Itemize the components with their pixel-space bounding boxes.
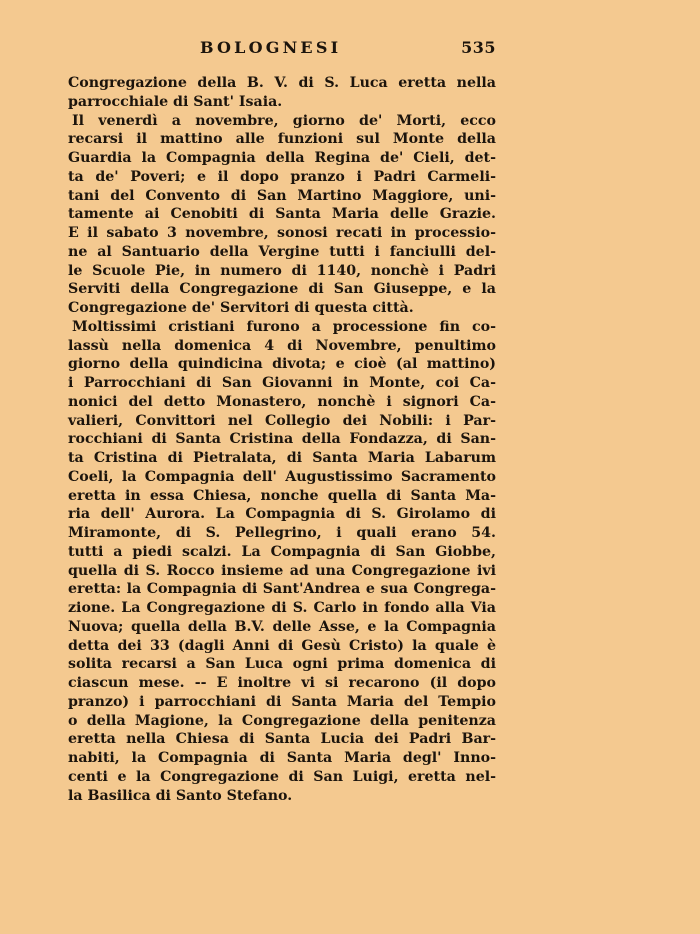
body-text <box>68 74 496 805</box>
text-line: solita recarsi a San Luca ogni prima domenica di <box>68 656 496 673</box>
text-line: o della Magione, la Congregazione della penitenza <box>68 712 496 729</box>
text-line: eretta: la Compagnia di Sant'Andrea e sua Congrega- <box>68 581 496 598</box>
text-line: parrocchiale di Sant' Isaia. <box>68 93 283 110</box>
text-line: E il sabato 3 novembre, sonosi recati in processio- <box>68 225 496 241</box>
text-line: recarsi il mattino alle funzioni sul Monte della <box>68 131 496 148</box>
text-line: nabiti, la Compagnia di Santa Maria degl' Inno- <box>68 750 496 766</box>
text-line: Nuova; quella della B.V. delle Asse, e la Compagnia <box>68 618 496 635</box>
text-line: le Scuole Pie, in numero di 1140, nonchè i Padri <box>68 262 496 279</box>
running-head <box>68 38 496 60</box>
text-line: Guardia la Compagnia della Regina de' Cieli, det- <box>68 150 496 166</box>
text-line: eretta nella Chiesa di Santa Lucia dei Padri Bar- <box>68 731 496 748</box>
text-line: giorno della quindicina divota; e cioè (al mattino) <box>68 356 496 373</box>
text-line: ria dell' Aurora. La Compagnia di S. Girolamo di <box>68 506 496 523</box>
text-line: ta Cristina di Pietralata, di Santa Maria Labarum <box>68 450 496 466</box>
text-line: rocchiani di Santa Cristina della Fondazza, di San- <box>68 431 496 448</box>
text-line: ta de' Poveri; e il dopo pranzo i Padri Carmeli- <box>68 168 496 185</box>
text-line: lassù nella domenica 4 di Novembre, penultimo <box>68 337 496 354</box>
text-line: ne al Santuario della Vergine tutti i fanciulli del- <box>68 243 496 260</box>
text-line: tani del Convento di San Martino Maggiore, uni- <box>68 187 496 204</box>
text-line: Congregazione de' Servitori di questa città. <box>68 300 414 316</box>
text-line: quella di S. Rocco insieme ad una Congregazione ivi <box>68 562 496 579</box>
text-line: la Basilica di Santo Stefano. <box>68 787 293 804</box>
running-title: BOLOGNESI <box>200 38 342 57</box>
text-line: pranzo) i parrocchiani di Santa Maria del Tempio <box>68 693 496 710</box>
text-line: ciascun mese. -- E inoltre vi si recarono (il dopo <box>68 675 496 691</box>
text-line: Coeli, la Compagnia dell' Augustissimo Sacramento <box>68 468 496 485</box>
text-line: i Parrocchiani di San Giovanni in Monte, coi Ca- <box>68 375 496 391</box>
text-line: Congregazione della B. V. di S. Luca eretta nella <box>68 75 496 91</box>
text-line: tamente ai Cenobiti di Santa Maria delle Grazie. <box>68 206 496 223</box>
text-line: Serviti della Congregazione di San Giuseppe, e la <box>68 281 496 298</box>
text-line: Il venerdì a novembre, giorno de' Morti, ecco <box>72 112 496 129</box>
text-line: zione. La Congregazione di S. Carlo in fondo alla Via <box>68 600 496 616</box>
page-number: 535 <box>461 38 496 57</box>
text-line: detta dei 33 (dagli Anni di Gesù Cristo) la quale è <box>68 637 496 654</box>
text-line: nonici del detto Monastero, nonchè i signori Ca- <box>68 393 496 410</box>
text-line: valieri, Convittori nel Collegio dei Nobili: i Par- <box>68 412 496 429</box>
text-line: centi e la Congregazione di San Luigi, eretta nel- <box>68 768 496 785</box>
text-line: Miramonte, di S. Pellegrino, i quali erano 54. <box>68 525 496 541</box>
text-line: eretta in essa Chiesa, nonche quella di Santa Ma- <box>68 487 496 504</box>
text-line: tutti a piedi scalzi. La Compagnia di San Giobbe, <box>68 543 496 560</box>
text-line: Moltissimi cristiani furono a processione fin co- <box>72 318 496 335</box>
